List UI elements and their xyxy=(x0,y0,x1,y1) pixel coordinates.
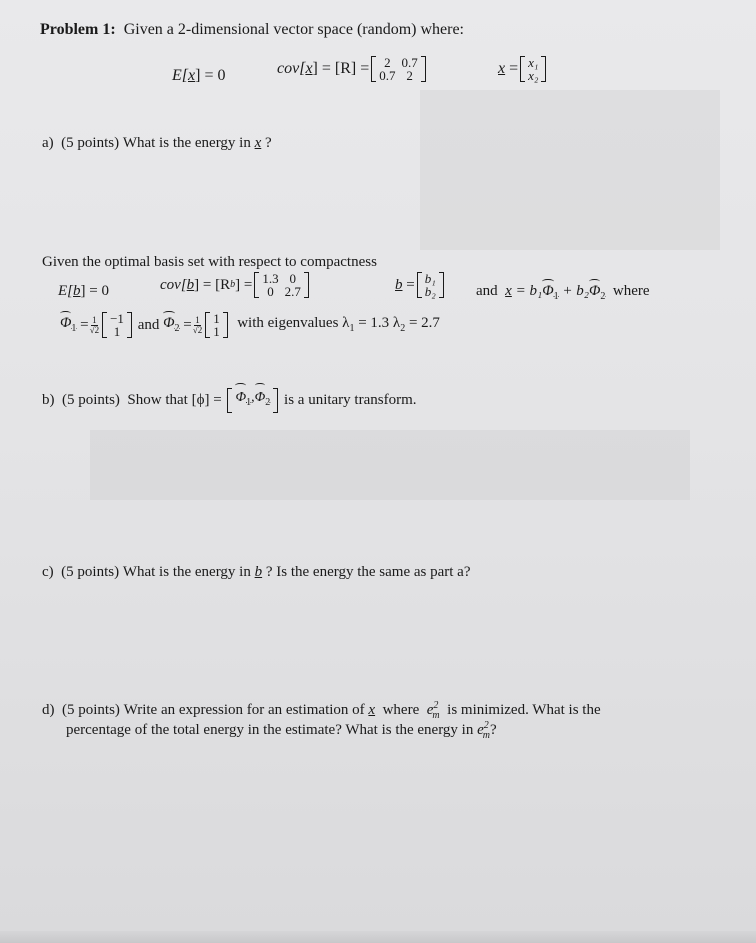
part-d-question-line2: percentage of the total energy in the estimate? What is the energy in $e^2_m$? xyxy=(66,720,497,741)
basis-intro: Given the optimal basis set with respect to compactness xyxy=(42,254,377,270)
cov-matrix: 2 0.7 0.7 2 xyxy=(371,56,426,82)
b-vector-def: b = b₁ b₂ xyxy=(395,272,446,298)
phi-matrix: $\Phi_1,\Phi_2$ xyxy=(227,388,278,413)
phi1-vector: −1 1 xyxy=(102,312,132,338)
part-a-question: a) (5 points) What is the energy in x ? xyxy=(42,135,272,151)
inv-sqrt2: $\frac{1}{√2}$ xyxy=(89,314,100,335)
x-expansion: and $x = b_1\Phi_1 + b_2\Phi_2$ where xyxy=(476,283,650,302)
expectation-x: E[x] = 0 xyxy=(172,67,226,84)
inv-sqrt2: $\frac{1}{√2}$ xyxy=(192,314,203,335)
problem-label: Problem 1: xyxy=(40,21,116,38)
part-b-question: b) (5 points) Show that [ϕ] = $\Phi_1,\Phi_2$ is a unitary transform. xyxy=(42,388,417,413)
covariance-x: cov[ x ] = [R] = 2 0.7 0.7 2 xyxy=(277,56,428,82)
covariance-b: cov[ b ] = [R b ] = 1.3 0 0 2.7 xyxy=(160,272,311,298)
error-term: $e^2_m$ xyxy=(426,700,440,721)
problem-header xyxy=(40,22,464,38)
phi1-definition: $\Phi_1$ = $\frac{1}{√2}$ −1 1 and $\Phi_2$ = $\frac{1}{√2}$ 1 1 with eigenvalues $\lambda_1 = 1.3$ $\lambda_2 = 2.7$ xyxy=(60,311,440,339)
eigenvalues: with eigenvalues $\lambda_1 = 1.3$ $\lambda_2 = 2.7$ xyxy=(237,315,440,334)
show-through-band xyxy=(420,90,720,250)
phi2-vector: 1 1 xyxy=(205,312,228,338)
covb-matrix: 1.3 0 0 2.7 xyxy=(254,272,309,298)
problem-intro: Given a 2-dimensional vector space (random) where: xyxy=(123,21,464,38)
show-through-band xyxy=(90,430,690,500)
part-d-question-line1: d) (5 points) Write an expression for an estimation of x where $e^2_m$ is minimized. What is the xyxy=(42,700,601,721)
part-c-question: c) (5 points) What is the energy in b ? Is the energy the same as part a? xyxy=(42,564,471,580)
page-bottom-edge xyxy=(0,931,756,943)
x-vector-def: x = x₁ x₂ xyxy=(498,56,548,82)
error-term: $e^2_m$ xyxy=(477,720,491,741)
x-vector: x₁ x₂ xyxy=(520,56,546,82)
b-vector: b₁ b₂ xyxy=(417,272,444,298)
expectation-b: E[b] = 0 xyxy=(58,283,109,299)
